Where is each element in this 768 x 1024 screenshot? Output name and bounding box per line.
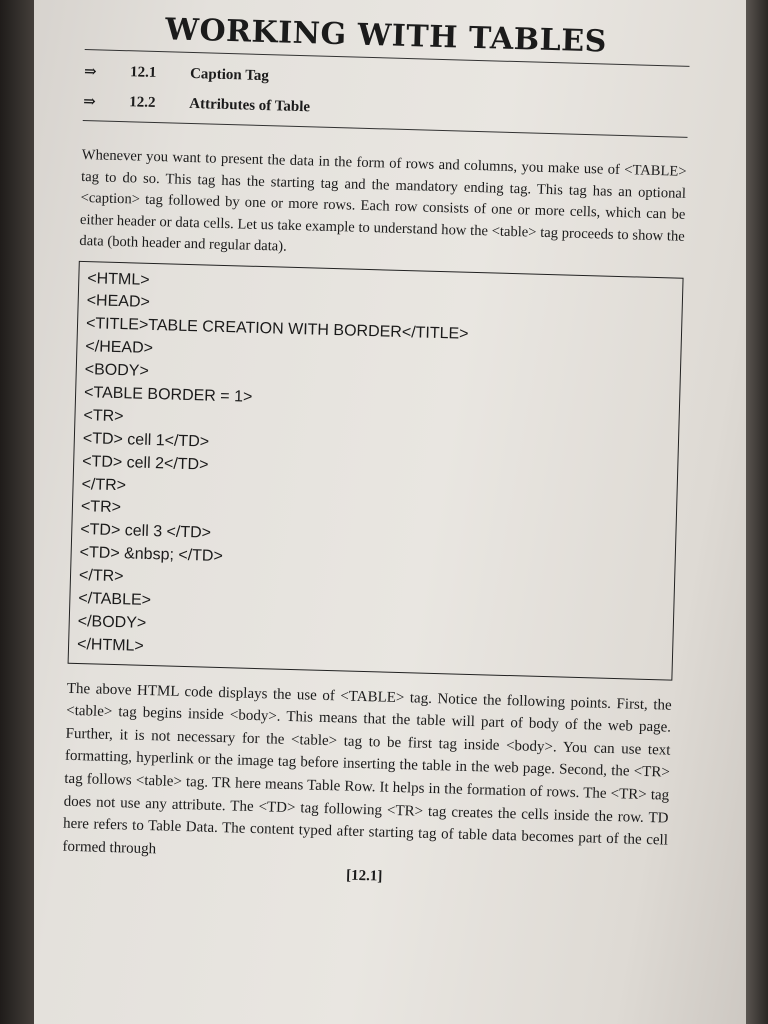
arrow-icon: ⇒	[83, 63, 97, 80]
toc-number: 12.1	[129, 63, 157, 81]
code-line: <HTML>	[87, 269, 150, 289]
page-content	[62, 4, 691, 894]
chapter-contents	[83, 56, 689, 133]
chapter-title: WORKING WITH TABLES	[164, 12, 608, 60]
code-line: <TABLE BORDER = 1>	[83, 384, 253, 406]
code-line: <TD> &nbsp; </TD>	[79, 544, 224, 566]
toc-label: Attributes of Table	[189, 95, 311, 115]
code-line: </HEAD>	[85, 338, 154, 358]
page-number: [12.1]	[345, 867, 383, 886]
code-line: </TR>	[78, 567, 124, 586]
code-listing	[68, 260, 684, 680]
code-line: </TABLE>	[78, 589, 152, 610]
book-page	[34, 0, 746, 1024]
code-line: </BODY>	[77, 612, 147, 632]
code-line: <TD> cell 3 </TD>	[80, 521, 212, 542]
code-line: <TR>	[83, 406, 124, 426]
code-line: <TITLE>TABLE CREATION WITH BORDER</TITLE>	[85, 315, 469, 344]
arrow-icon: ⇒	[83, 93, 97, 110]
code-line: <HEAD>	[86, 292, 151, 312]
code-line: </TR>	[81, 475, 127, 494]
code-line: </HTML>	[76, 635, 145, 655]
toc-number: 12.2	[129, 93, 156, 111]
code-line: <TD> cell 2</TD>	[81, 452, 209, 474]
code-line: <BODY>	[84, 361, 150, 380]
intro-paragraph: Whenever you want to present the data in the form of rows and columns, you make use of <TABLE> tag to do so. This tag has the starting tag and the mandatory ending tag. This tag has an optional <caption> tag followed by one or more rows. Each row consists of one or more cells, which can be either header or data cells. Let us take example to understand how the <table> tag proceeds to show the data (both header and regular data).	[79, 146, 687, 255]
toc-label: Caption Tag	[189, 65, 270, 84]
code-line: <TR>	[80, 498, 122, 517]
explanation-paragraph: The above HTML code displays the use of <TABLE> tag. Notice the following points. First, the <table> tag begins inside <body>. This means that the table will part of body of the web page. Further, it is not necessary for the <table> tag to be first tag inside <body>. You can use text formatting, hyperlink or the image tag before inserting the table in the web page. Second, the <TR> tag follows <table> tag. TR here means Table Row. It helps in the formation of rows. The <TR> tag does not use any attribute. The <TD> tag following <TR> tag creates the cells inside the row. TD here refers to Table Data. The content typed after starting tag of table data becomes part of the cell formed through	[62, 680, 672, 858]
code-line: <TD> cell 1</TD>	[82, 429, 210, 451]
